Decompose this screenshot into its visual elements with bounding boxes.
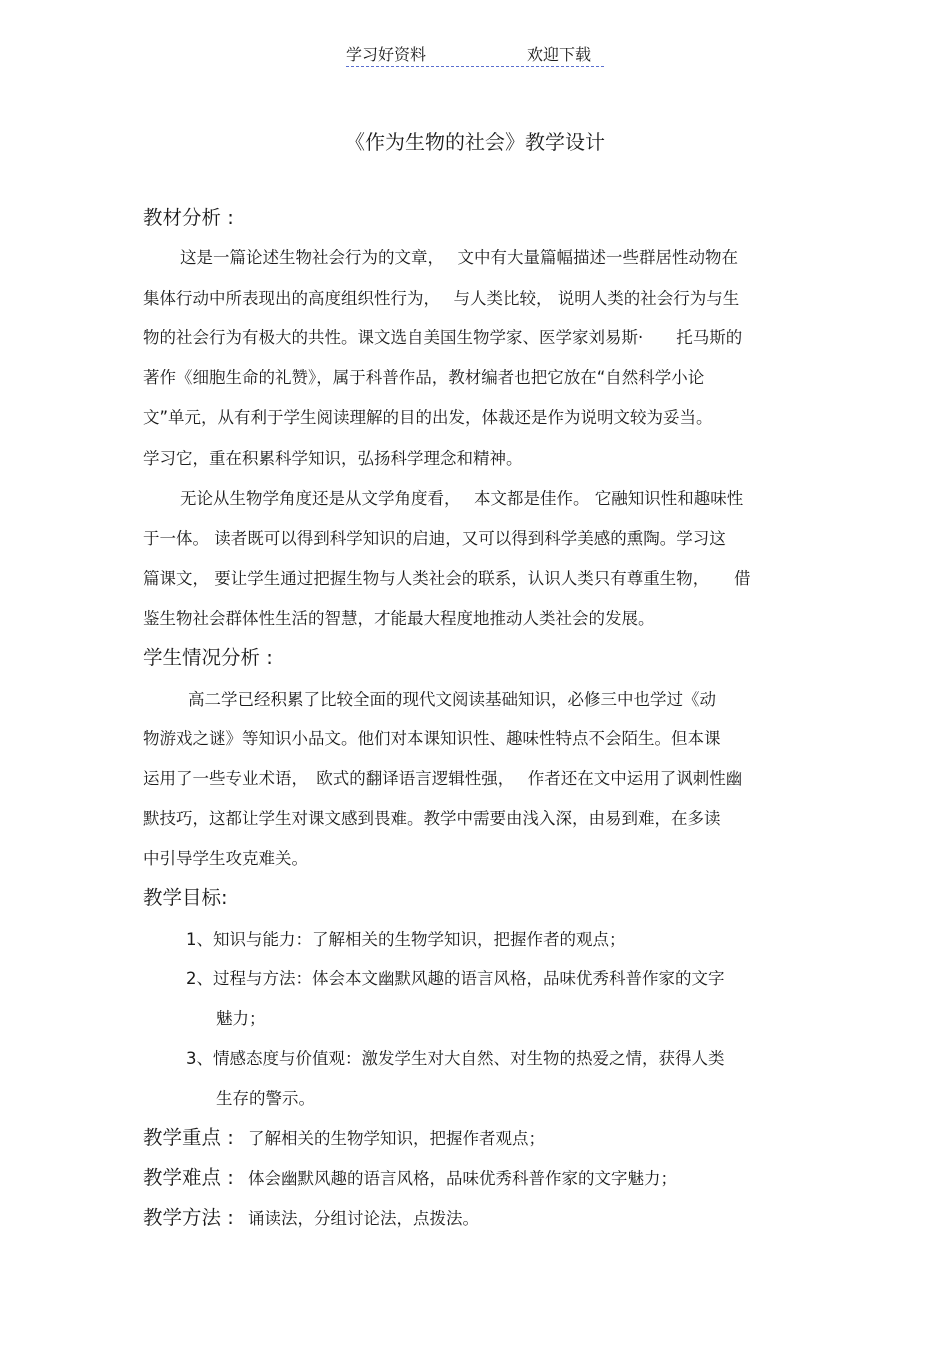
goal-item: 1、知识与能力：了解相关的生物学知识，把握作者的观点； — [186, 930, 626, 949]
key-point-row — [143, 1122, 545, 1150]
paragraph-line: 学习它，重在积累科学知识，弘扬科学理念和精神。 — [143, 449, 523, 468]
paragraph-line: 集体行动中所表现出的高度组织性行为， 与人类比较， 说明人类的社会行为与生 — [143, 289, 740, 308]
goal-item: 2、过程与方法：体会本文幽默风趣的语言风格，品味优秀科普作家的文字 — [186, 969, 725, 988]
difficulty-text: 体会幽默风趣的语言风格，品味优秀科普作家的文字魅力； — [247, 1169, 677, 1188]
paragraph-line: 这是一篇论述生物社会行为的文章， 文中有大量篇幅描述一些群居性动物在 — [180, 248, 738, 267]
section-heading-teaching-goals: 教学目标: — [143, 886, 228, 909]
paragraph-line: 高二学已经积累了比较全面的现代文阅读基础知识，必修三中也学过《动 — [188, 690, 716, 709]
method-label: 教学方法 : — [143, 1206, 234, 1229]
paragraph-line: 物的社会行为有极大的共性。课文选自美国生物学家、医学家刘易斯· 托马斯的 — [143, 328, 743, 347]
section-heading-textbook-analysis: 教材分析 : — [143, 206, 234, 229]
key-point-label: 教学重点 : — [143, 1126, 234, 1149]
paragraph-line: 运用了一些专业术语， 欧式的翻译语言逻辑性强， 作者还在文中运用了讽刺性幽 — [143, 769, 743, 788]
document-title: 《作为生物的社会》教学设计 — [345, 130, 605, 154]
goal-item-continuation: 魅力； — [216, 1009, 266, 1028]
paragraph-line: 中引导学生攻克难关。 — [143, 849, 308, 868]
paragraph-line: 篇课文， 要让学生通过把握生物与人类社会的联系，认识人类只有尊重生物， 借 — [143, 569, 751, 588]
page-header — [346, 40, 604, 67]
header-right-text: 欢迎下载 — [527, 45, 592, 64]
method-row — [143, 1202, 479, 1230]
section-heading-student-analysis: 学生情况分析 : — [143, 646, 273, 669]
method-text: 诵读法，分组讨论法，点拨法。 — [247, 1209, 479, 1228]
paragraph-line: 于一体。 读者既可以得到科学知识的启迪，又可以得到科学美感的熏陶。学习这 — [143, 529, 726, 548]
header-left-text: 学习好资料 — [346, 45, 427, 64]
goal-item: 3、情感态度与价值观：激发学生对大自然、对生物的热爱之情，获得人类 — [186, 1049, 725, 1068]
key-point-text: 了解相关的生物学知识，把握作者观点； — [247, 1129, 545, 1148]
paragraph-line: 默技巧，这都让学生对课文感到畏难。教学中需要由浅入深，由易到难，在多读 — [143, 809, 721, 828]
paragraph-line: 文”单元，从有利于学生阅读理解的目的出发，体裁还是作为说明文较为妥当。 — [143, 408, 713, 427]
paragraph-line: 著作《细胞生命的礼赞》，属于科普作品，教材编者也把它放在“自然科学小论 — [143, 368, 705, 387]
paragraph-line: 物游戏之谜》等知识小品文。他们对本课知识性、趣味性特点不会陌生。但本课 — [143, 729, 721, 748]
paragraph-line: 鉴生物社会群体性生活的智慧，才能最大程度地推动人类社会的发展。 — [143, 609, 655, 628]
difficulty-row — [143, 1162, 677, 1190]
difficulty-label: 教学难点 : — [143, 1166, 234, 1189]
paragraph-line: 无论从生物学角度还是从文学角度看， 本文都是佳作。 它融知识性和趣味性 — [180, 489, 744, 508]
goal-item-continuation: 生存的警示。 — [216, 1089, 315, 1108]
